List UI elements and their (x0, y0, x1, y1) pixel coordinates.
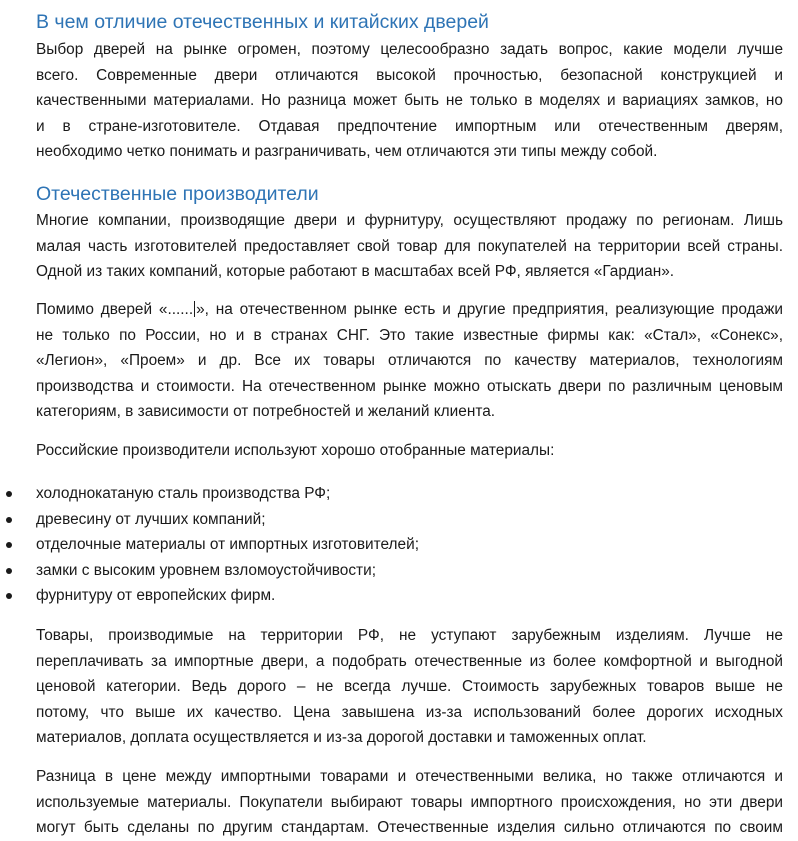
section-heading-differences: В чем отличие отечественных и китайских дверей (36, 11, 489, 33)
text-segment: », на отечественном рынке есть и другие предприятия, реализующие продажи (196, 301, 784, 318)
section-heading-domestic: Отечественные производители (36, 183, 319, 205)
text-line: не только по России, но и в странах СНГ. Это такие известные фирмы как: «Стал», «Сонекс», (36, 326, 783, 344)
text-line (36, 297, 783, 323)
text-line: необходимо четко понимать и разграничивать, чем отличаются эти типы между собой. (36, 143, 658, 161)
intro-paragraph (36, 37, 783, 165)
text-line: ценовой категории. Ведь дорого – не всегда лучше. Стоимость зарубежных товаров выше не (36, 678, 783, 696)
text-cursor (194, 301, 195, 317)
text-line: «Легион», «Проем» и др. Все их товары отличаются по качеству материалов, технологиям (36, 352, 783, 370)
text-line: могут быть сделаны по другим стандартам. Отечественные изделия сильно отличаются по своим (36, 819, 783, 837)
domestic-paragraph-5 (36, 764, 783, 841)
bullet-icon (6, 568, 12, 574)
text-line: материалов, доплата осуществляется и из-за дорогой доставки и таможенных оплат. (36, 729, 647, 747)
text-line: производства и стоимости. На отечественном рынке можно отыскать двери по различным ценовым (36, 377, 783, 395)
list-item-text: фурнитуру от европейских фирм. (36, 587, 276, 605)
text-line: малая часть изготовителей предоставляет свой товар для покупателей на территории всей страны. (36, 237, 783, 255)
text-line: качественными материалами. Но разница может быть не только в моделях и вариациях замков, но (36, 92, 783, 110)
text-line: всего. Современные двери отличаются высокой прочностью, безопасной конструкцией и (36, 66, 783, 84)
bullet-icon (6, 542, 12, 548)
text-line: Выбор дверей на рынке огромен, поэтому целесообразно задать вопрос, какие модели лучше (36, 41, 783, 58)
domestic-paragraph-4 (36, 623, 783, 751)
text-line: Товары, производимые на территории РФ, не уступают зарубежным изделиям. Лучше не (36, 627, 783, 644)
list-item-text: древесину от лучших компаний; (36, 510, 266, 528)
bullet-icon (6, 491, 12, 497)
text-line: Одной из таких компаний, которые работают в масштабах всей РФ, является «Гардиан». (36, 263, 675, 281)
bullet-icon (6, 593, 12, 599)
text-line: используемые материалы. Покупатели выбирают товары импортного происхождения, но эти двери (36, 793, 783, 811)
text-line: Многие компании, производящие двери и фурнитуру, осуществляют продажу по регионам. Лишь (36, 212, 783, 229)
list-item-text: холоднокатаную сталь производства РФ; (36, 485, 331, 502)
text-line: переплачивать за импортные двери, а подобрать отечественные из более комфортной и выгодной (36, 652, 783, 670)
text-line: категориям, в зависимости от потребностей и желаний клиента. (36, 403, 496, 421)
list-item-text: отделочные материалы от импортных изготовителей; (36, 536, 419, 554)
domestic-paragraph-2 (36, 297, 783, 425)
text-line: потому, что выше их качество. Цена завышена из-за использований более дорогих исходных (36, 703, 783, 721)
text-line: Разница в цене между импортными товарами и отечественными велика, но также отличаются и (36, 768, 783, 785)
text-segment: Помимо дверей «...... (36, 301, 194, 318)
bullet-icon (6, 517, 12, 523)
materials-intro (36, 438, 783, 464)
text-line: и в стране-изготовителе. Отдавая предпочтение импортным или отечественным дверям, (36, 117, 783, 135)
text-line: Российские производители используют хорошо отобранные материалы: (36, 442, 555, 459)
list-item-text: замки с высоким уровнем взломоустойчивости; (36, 561, 376, 579)
domestic-paragraph-1 (36, 208, 783, 285)
